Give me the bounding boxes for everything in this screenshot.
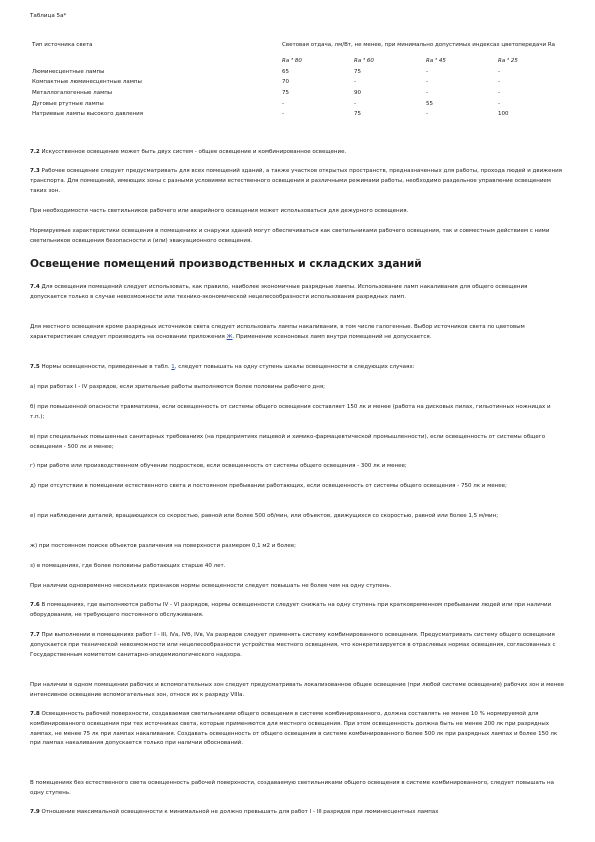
table-cell: - xyxy=(426,111,428,118)
paragraph-text: Отношение максимальной освещенности к минимальной не должно превышать для работ I - III разрядов при люминесцентных лампах xyxy=(39,809,439,815)
paragraph-7-4 xyxy=(30,283,565,303)
table-cell: - xyxy=(426,79,428,86)
subheader-ra: Ra ³ 25 xyxy=(498,58,518,65)
list-item-b: б) при повышенной опасности травматизма, если освещенность от системы общего освещения составляет 150 лк и менее (работа на дисковых пилах, гильотинных ножницах и т.п.); xyxy=(30,404,551,420)
table-cell: 90 xyxy=(354,90,361,97)
list-item-e: е) при наблюдении деталей, вращающихся со скоростью, равной или более 500 об/мин, или объектов, движущихся со скоростью, равной или более 1,5 м/мин; xyxy=(30,513,499,519)
header-luminous-efficacy: Световая отдача, лм/Вт, не менее, при минимально допустимых индексах цветопередачи Ra xyxy=(282,42,555,48)
paragraph-text: В помещениях, где выполняются работы IV - VI разрядов, нормы освещенности следует снижать на одну ступень при кратковременном пребывании людей или при наличии оборудования, не требующего постоянного обслуживания. xyxy=(30,602,552,618)
table-cell: - xyxy=(354,100,356,107)
table-cell: 100 xyxy=(498,111,509,118)
table-header-row xyxy=(30,34,575,56)
paragraph-several-signs: При наличии одновременно нескольких признаков нормы освещенности следует повышать не более чем на одну ступень. xyxy=(30,583,392,589)
paragraph-7-9 xyxy=(30,808,565,818)
subheader-ra: Ra ³ 80 xyxy=(282,58,302,65)
table-cell: - xyxy=(354,79,356,86)
clause-number: 7.6 xyxy=(30,602,40,608)
table-caption: Таблица 5а* xyxy=(30,13,67,19)
table-cell: - xyxy=(282,111,284,118)
table-cell: 75 xyxy=(282,90,289,97)
list-item-zh: ж) при постоянном поиске объектов различения на поверхности размером 0,1 м2 и более; xyxy=(30,543,296,549)
list-item-d: д) при отсутствии в помещении естественного света и постоянном пребывании работающих, если освещенность от системы общего освещения - 750 лк и менее; xyxy=(30,483,507,489)
clause-number: 7.4 xyxy=(30,284,40,290)
paragraph-text: При выполнении в помещениях работ I - III, IVа, IVб, IVв, Vа разрядов следует применять систему комбинированного освещения. Предусматривать систему общего освещения допускается при технической невозможности или нецелесообразности устройства местного освещения, что конкретизируется в отраслевых нормах освещения, согласованных с Государственным комитетом санитарно-эпидемиологического надзора. xyxy=(30,632,556,658)
paragraph-normalized-characteristics: Нормируемые характеристики освещения в помещениях и снаружи зданий могут обеспечиваться как светильниками рабочего освещения, так и совместным действием с ними светильников освещения безопасности и (или) эвакуационного освещения. xyxy=(30,228,550,244)
paragraph-duty-lighting: При необходимости часть светильников рабочего или аварийного освещения может использоваться для дежурного освещения. xyxy=(30,208,409,214)
table-cell: 75 xyxy=(354,68,361,75)
row-label: Компактные люминесцентные лампы xyxy=(32,79,142,86)
paragraph-7-5 xyxy=(30,363,565,373)
table-cell: 70 xyxy=(282,79,289,86)
paragraph-text: Рабочее освещение следует предусматривать для всех помещений зданий, а также участков открытых пространств, предназначенных для работы, прохода людей и движения транспорта. Для помещений, имеющих зоны с разными условиями естественного освещения и различными режимами работы, необходимо раздельное управление освещением таких зон. xyxy=(30,168,562,194)
clause-number: 7.8 xyxy=(30,711,40,717)
header-source-type: Тип источника света xyxy=(32,42,93,48)
paragraph-text: Для освещения помещений следует использовать, как правило, наиболее экономичные разрядные лампы. Использование ламп накаливания для общего освещения допускается только в случае невозможности или технико-экономической нецелесообразности использования разрядных ламп. xyxy=(30,284,528,300)
row-label: Натриевые лампы высокого давления xyxy=(32,111,144,118)
table-row xyxy=(30,109,575,120)
paragraph-7-6 xyxy=(30,601,565,621)
paragraph-text: Для местного освещения кроме разрядных источников света следует использовать лампы накаливания, в том числе галогенные. Выбор источников света по цветовым характеристикам следует производить на основании приложения xyxy=(30,324,525,340)
paragraph-7-3 xyxy=(30,167,565,196)
subheader-ra: Ra ³ 45 xyxy=(426,58,446,65)
paragraph-7-7 xyxy=(30,631,565,660)
paragraph-7-2 xyxy=(30,148,565,158)
paragraph-text: Освещенность рабочей поверхности, создаваемая светильниками общего освещения в системе комбинированного, должна составлять не менее 10 % нормируемой для комбинированного освещения при тех источниках света, которые применяются для местного освещения. При этом освещенность должна быть не менее 200 лк при разрядных лампах, не менее 75 лк при лампах накаливания. Создавать освещенность от общего освещения в системе комбинированного более 500 лк при разрядных лампах и более 150 лк при лампах накаливания допускается только при наличии обоснований. xyxy=(30,711,558,747)
clause-number: 7.7 xyxy=(30,632,40,638)
subheader-ra: Ra ³ 60 xyxy=(354,58,374,65)
table-cell: - xyxy=(282,100,284,107)
table-cell: - xyxy=(498,79,500,86)
list-item-g: г) при работе или производственном обучении подростков, если освещенность от системы общего освещения - 300 лк и менее; xyxy=(30,463,407,469)
paragraph-zones: При наличии в одном помещении рабочих и вспомогательных зон следует предусматривать локализованное общее освещение (при любой системе освещения) рабочих зон и менее интенсивное освещение вспомогательных зон, относя их к разряду VIIIа. xyxy=(30,682,564,698)
appendix-link[interactable]: Ж xyxy=(226,333,233,340)
row-label: Люминесцентные лампы xyxy=(32,68,105,75)
table-cell: 55 xyxy=(426,100,433,107)
section-heading: Освещение помещений производственных и складских зданий xyxy=(30,258,422,270)
table-cell: - xyxy=(498,90,500,97)
table-cell: - xyxy=(498,100,500,107)
row-label: Металлогалогенные лампы xyxy=(32,90,113,97)
paragraph-text: . Применение ксеноновых ламп внутри помещений не допускается. xyxy=(232,333,432,340)
table-row xyxy=(30,77,575,88)
table-subheader-row xyxy=(30,56,575,67)
clause-number: 7.3 xyxy=(30,168,40,174)
table-cell: 75 xyxy=(354,111,361,118)
table-row xyxy=(30,67,575,78)
table-cell: - xyxy=(498,68,500,75)
paragraph-local-lighting xyxy=(30,323,565,343)
list-item-z: з) в помещениях, где более половины работающих старше 40 лет. xyxy=(30,563,226,569)
table-cell: - xyxy=(426,68,428,75)
clause-number: 7.5 xyxy=(30,364,40,370)
paragraph-no-daylight: В помещениях без естественного света освещенность рабочей поверхности, создаваемую светильниками общего освещения в системе комбинированного, следует повышать на одну ступень. xyxy=(30,780,554,796)
list-item-a: а) при работах I - IV разрядов, если зрительные работы выполняются более половины рабочего дня; xyxy=(30,384,325,390)
paragraph-7-8 xyxy=(30,710,565,749)
light-source-table xyxy=(30,34,575,120)
clause-number: 7.9 xyxy=(30,809,40,815)
table-link[interactable]: 1 xyxy=(171,364,175,370)
row-label: Дуговые ртутные лампы xyxy=(32,100,104,107)
table-row xyxy=(30,88,575,99)
list-item-v: в) при специальных повышенных санитарных требованиях (на предприятиях пищевой и химико-фармацевтической промышленности), если освещенность от системы общего освещения - 500 лк и менее; xyxy=(30,434,546,450)
table-cell: 65 xyxy=(282,68,289,75)
clause-number: 7.2 xyxy=(30,149,40,155)
paragraph-text: Нормы освещенности, приведенные в табл. xyxy=(39,364,172,370)
paragraph-text: Искусственное освещение может быть двух систем - общее освещение и комбинированное освещение. xyxy=(39,149,347,155)
table-cell: - xyxy=(426,90,428,97)
table-row xyxy=(30,98,575,109)
paragraph-text: , следует повышать на одну ступень шкалы освещенности в следующих случаях: xyxy=(174,364,415,370)
